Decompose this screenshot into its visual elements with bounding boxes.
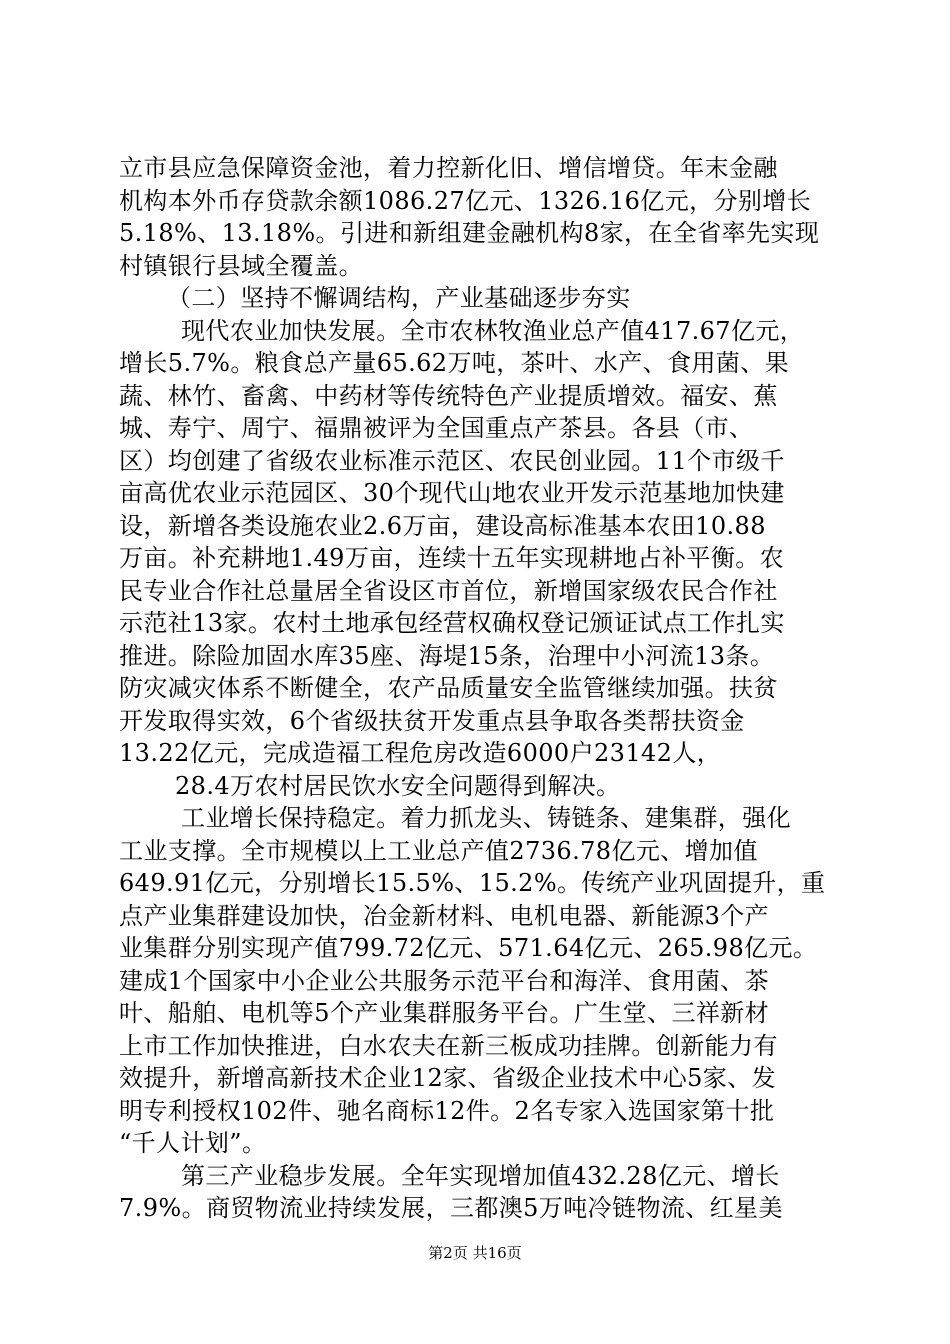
text-line: 立市县应急保障资金池，着力控新化旧、增信增贷。年末金融	[119, 154, 778, 182]
text-line: 业集群分别实现产值799.72亿元、571.64亿元、265.98亿元。	[119, 934, 818, 962]
document-body	[119, 152, 831, 1225]
text-line: 第三产业稳步发展。全年实现增加值432.28亿元、增长	[181, 1161, 780, 1190]
text-line: 开发取得实效，6个省级扶贫开发重点县争取各类帮扶资金	[119, 706, 745, 735]
text-line: “千人计划”。	[119, 1129, 267, 1157]
text-line: 万亩。补充耕地1.49万亩，连续十五年实现耕地占补平衡。农	[119, 544, 785, 572]
text-line: 增长5.7%。粮食总产量65.62万吨，茶叶、水产、食用菌、果	[119, 349, 790, 377]
text-line: 28.4万农村居民饮水安全问题得到解决。	[175, 771, 621, 800]
text-line: 机构本外币存贷款余额1086.27亿元、1326.16亿元，分别增长	[119, 186, 812, 215]
text-line: 设，新增各类设施农业2.6万亩，建设高标准基本农田10.88	[119, 511, 766, 540]
text-line: 亩高优农业示范园区、30个现代山地农业开发示范基地加快建	[119, 479, 785, 507]
text-line: 点产业集群建设加快，冶金新材料、电机电器、新能源3个产	[119, 901, 770, 930]
text-line: 城、寿宁、周宁、福鼎被评为全国重点产茶县。各县（市、	[119, 414, 754, 442]
text-line: 13.22亿元，完成造福工程危房改造6000户23142人，	[119, 739, 722, 767]
text-line: 明专利授权102件、驰名商标12件。2名专家入选国家第十批	[119, 1096, 775, 1125]
text-line: 区）均创建了省级农业标准示范区、农民创业园。11个市级千	[119, 446, 785, 475]
page-number-footer: 第2页 共16页	[428, 1244, 522, 1262]
text-line: 效提升，新增高新技术企业12家、省级企业技术中心5家、发	[119, 1064, 777, 1092]
text-line: 现代农业加快发展。全市农林牧渔业总产值417.67亿元，	[181, 316, 805, 345]
text-line: 649.91亿元，分别增长15.5%、15.2%。传统产业巩固提升，重	[119, 869, 826, 897]
section-heading: （二）坚持不懈调结构，产业基础逐步夯实	[167, 284, 631, 312]
text-line: 工业支撑。全市规模以上工业总产值2736.78亿元、增加值	[119, 836, 758, 865]
text-line: 民专业合作社总量居全省设区市首位，新增国家级农民合作社	[119, 576, 778, 605]
text-line: 叶、船舶、电机等5个产业集群服务平台。广生堂、三祥新材	[119, 999, 770, 1027]
text-line: 蔬、林竹、畜禽、中药材等传统特色产业提质增效。福安、蕉	[119, 381, 778, 410]
text-line: 建成1个国家中小企业公共服务示范平台和海洋、食用菌、茶	[119, 966, 770, 995]
text-line: 推进。除险加固水库35座、海堤15条，治理中小河流13条。	[119, 641, 775, 670]
text-line: 5.18%、13.18%。引进和新组建金融机构8家，在全省率先实现	[119, 219, 820, 247]
text-line: 防灾减灾体系不断健全，农产品质量安全监管继续加强。扶贫	[119, 674, 778, 702]
text-line: 村镇银行县域全覆盖。	[119, 251, 363, 280]
text-line: 工业增长保持稳定。着力抓龙头、铸链条、建集群，强化	[181, 804, 791, 832]
text-line: 上市工作加快推进，白水农夫在新三板成功挂牌。创新能力有	[119, 1031, 778, 1060]
text-line: 7.9%。商贸物流业持续发展，三都澳5万吨冷链物流、红星美	[119, 1194, 783, 1222]
text-line: 示范社13家。农村土地承包经营权确权登记颁证试点工作扎实	[119, 609, 785, 637]
